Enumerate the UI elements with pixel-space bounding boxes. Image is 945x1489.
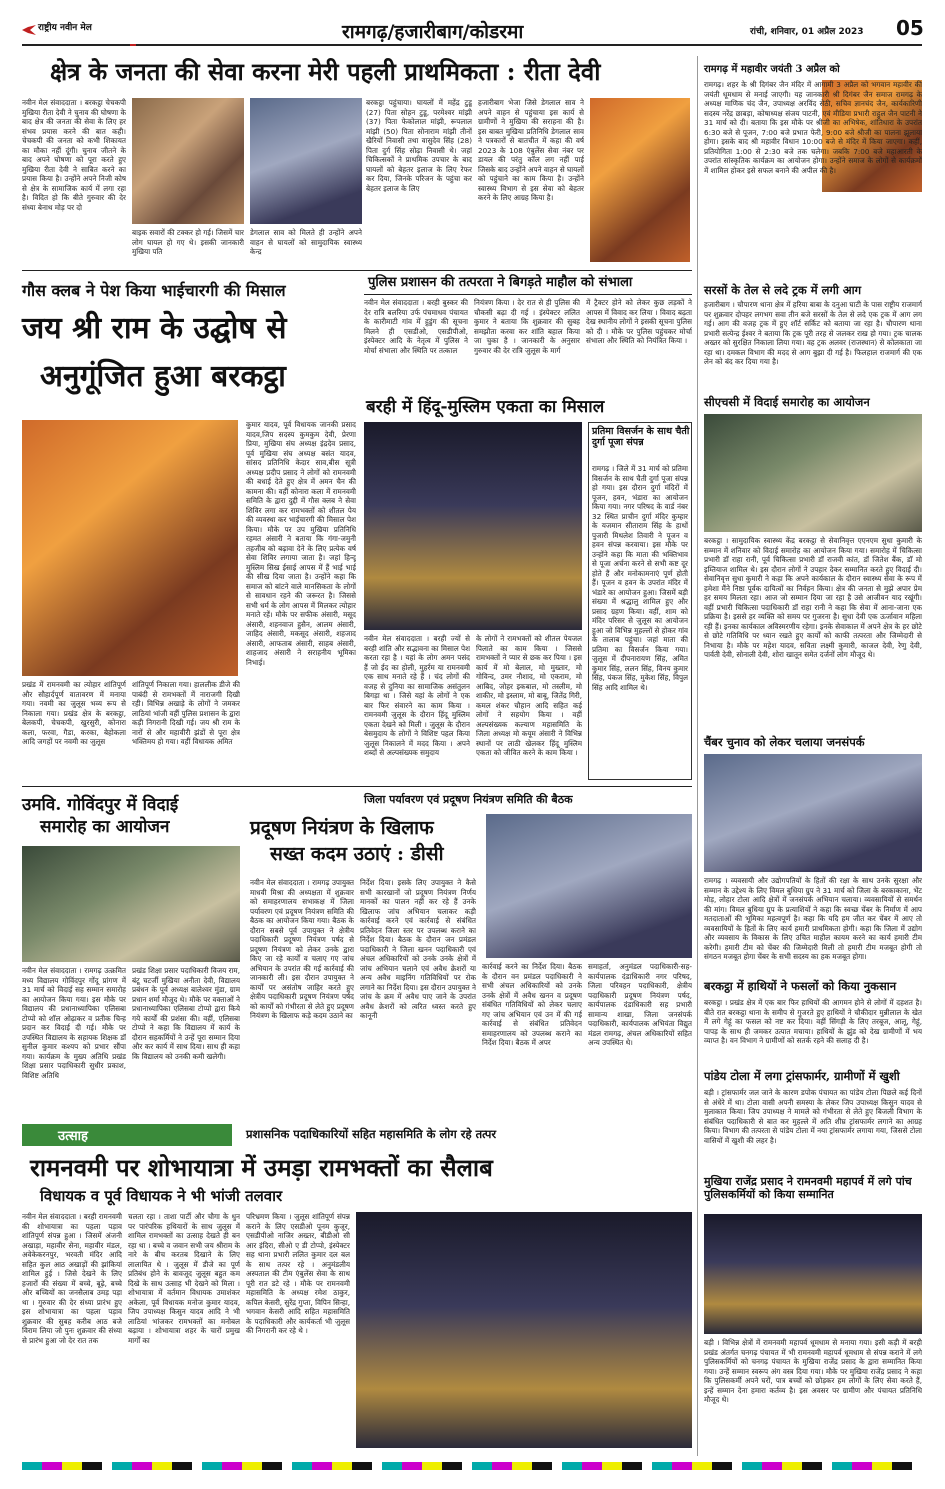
section-title: रामगढ़/हजारीबाग/कोडरमा [342,21,524,43]
dateline: रांची, शनिवार, 01 अप्रैल 2023 [750,27,864,37]
pradushan-col-4: समाहर्ता, अनुमंडल पदाधिकारी-सह-कार्यपालक दंडाधिकारी नगर परिषद, जिला परिवहन पदाधिकारी, क्षेत्रीय पदाधिकारी प्रदूषण नियंत्रण पर्षद, कार्यपालक दंडाधिकारी सह प्रभारी सामान्य शाखा, जिला जनसंपर्क पदाधिकारी, कार्यपालक अभियंता विद्युत मंडल रामगढ़, अंचल अधिकारियों सहित अन्य उपस्थित थे। [588,962,692,1047]
pradushan-col-1: नवीन मेल संवाददाता । रामगढ़ उपायुक्त माधवी मिश्रा की अध्यक्षता में शुक्रवार को समाहरणालय सभाकक्ष में जिला पर्यावरण एवं प्रदूषण नियंत्रण समिति की बैठक का आयोजन किया गया। बैठक के दौरान सबसे पूर्व उपायुक्त ने क्षेत्रीय पदाधिकारी प्रदूषण नियंत्रण पर्षद से प्रदूषण नियंत्रण को लेकर उनके द्वारा किए जा रहे कार्यों व चलाए गए जांच अभियान के उपरांत की गई कार्रवाई की जानकारी ली। इस दौरान उपायुक्त ने कार्यों पर असंतोष जाहिर करते हुए क्षेत्रीय पदाधिकारी प्रदूषण नियंत्रण पर्षद को कार्यों को गंभीरता से लेते हुए प्रदूषण नियंत्रण के खिलाफ कड़े कदम उठाने का [250,878,354,1020]
gaus-col-2: शांतिपूर्ण निकाला गया। हाललीक डीजे की पाबंदी से रामभक्तों में नाराजगी दिखी रही। विभिन्न अखाड़े के लोगों ने जमकर लाठियां भांजी वहीं पुलिस प्रशासन के द्वारा कड़ी निगरानी दिखी गई। जय श्री राम के नारों से और महावीरी झंडों से पूरा क्षेत्र भक्तिमय हो गया। वहीं विधायक अमित [132,680,240,746]
lead-col-4: हजारीबाग भेजा जिसे डेगलाल साव ने अपने वाहन से पहुंचाया इस कार्य से ग्रामीणों ने मुखिया की सराहना की है। इस बाबत मुखिया प्रतिनिधि डेगलाल साव ने पत्रकारों से बातचीत में कहा की वर्ष 2023 के 108 एंबुलेंस सेवा नंबर पर डायल की परंतु कॉल लग नहीं पाई जिसके बाद उन्होंने अपने वाहन से घायलों को पहुंचाने का काम किया है। उन्होंने स्वास्थ्य विभाग से इस सेवा को बेहतर करने के लिए आग्रह किया है। [478,98,584,202]
umavi-photo [22,846,240,962]
pradushan-col-2: निर्देश दिया। इसके लिए उपायुक्त ने कैसे सभी कारखानों जो प्रदूषण नियंत्रण निर्णय मानकों का पालन नहीं कर रहे हैं उनके खिलाफ जांच अभियान चलाकर कड़ी कार्रवाई करने एवं कार्रवाई से संबंधित प्रतिवेदन जिला स्तर पर उपलब्ध कराने का निर्देश दिया। बैठक के दौरान जन प्रमंडल पदाधिकारी ने जिला खनन पदाधिकारी एवं अंचल अधिकारियों को उनके उनके क्षेत्रों में जांच अभियान चलाने एवं अवैध क्रेशरों या अन्य अवैध माइनिंग गतिविधियों पर रोक लगाने का निर्देश दिया। इस दौरान उपायुक्त ने जांच के क्रम में अवैध पाए जाने के उपरांत अवैध क्रेशरों को त्वरित ध्वस्त करते हुए कानूनी [360,878,476,1020]
ekta-photo [364,422,582,630]
visarjan-headline: प्रतिमा विसर्जन के साथ चैती दुर्गा पूजा संपन्न [592,426,690,449]
utsah-col-1: नवीन मेल संवाददाता । बरही रामनवमी की शोभायात्रा का पहला पड़ाव शांतिपूर्ण संपन्न हुआ । जिसमें अंजनी अखाड़ा, महावीर सेना, महावीर मंडल, अवेकेकरनपुर, भरवती मंदिर आदि सहित कुल आठ अखाड़ों की झांकियां शामिल हुई । जिसे देखने के लिए हजारों की संख्या में बच्चे, बूढ़े, बच्चे और बच्चियों का जनसैलाब उमड़ पड़ा था । गुरुवार की देर संध्या प्रारंभ हुए इस शोभायात्रा का पहला पड़ाव शुक्रवार की सुबह करीब आठ बजे विराम लिया जो पुनः शुक्रवार की संध्या से प्रारंभ हुआ जो देर रात तक [22,1212,122,1345]
pradushan-col-3: कार्रवाई करने का निर्देश दिया। बैठक के दौरान वन प्रमंडल पदाधिकारी ने सभी अंचल अधिकारियों को उनके उनके क्षेत्रों में अवैध खनन व प्रदूषण संबंधित गतिविधियों को लेकर चलाए गए जांच अभियान एवं उन में की गई कार्रवाई से संबंधित प्रतिवेदन समाहरणालय को उपलब्ध कराने का निर्देश दिया। बैठक में अपर [482,962,582,1047]
utsah-photo [356,1212,692,1448]
gaus-headline-2: अनुगूंजित हुआ बरकट्ठा [40,359,286,394]
pradushan-photo [486,814,692,958]
police-col-2: नियंत्रण किया । देर रात से ही पुलिस की चौकसी बढ़ा दी गई । इंस्पेक्टर ललित कुमार ने बताया कि शुक्रवार की सुबह समझौता करवा कर शांति बहाल किया जा चुका है । जानकारी के अनुसार गुरुवार की देर रात्रि जुलूस के मार्ग [474,298,580,355]
umavi-headline-2: समारोह का आयोजन [40,817,170,837]
gaus-col-1: प्रखंड में रामनवमी का त्योहार शांतिपूर्ण और सौहार्दपूर्ण वातावरण में मनाया गया। नवमी का जुलूस भव्य रूप से निकाला गया। प्रखंड क्षेत्र के बरकट्ठा, बेलकपी, चेचकपी, खुरसुरी, कोनारा कला, फरवा, गैडा, करका, बेहोकला आदि जगहों पर नवमी का जुलूस [22,680,126,746]
police-rule [364,294,692,295]
police-headline: पुलिस प्रशासन की तत्परता ने बिगड़ते माहौल को संभाला [368,275,633,290]
lead-photo-2 [250,98,362,224]
sarson-body: हजारीबाग । चौपारण थाना क्षेत्र में हरिया बाबा के दनुआ घाटी के पास राष्ट्रीय राजमार्ग पर शुक्रवार दोपहर लगभग सवा तीन बजे सरसों के तेल से लदे एक ट्रक में आग लग गई। आग की वजह ट्रक में हुए शॉर्ट सर्किट को बताया जा रहा है। चौपारण थाना प्रभारी सत्येन्द्र ईश्वर ने बताया कि ट्रक पूरी तरह से जलकर राख हो गया। ट्रक चालक अख्तर को सुरक्षित निकाला लिया गया। वह ट्रक अलवर (राजस्थान) से कोलकाता जा रहा था। दमकल विभाग की मदद से आग बुझा दी गई है। फिलहाल राजमार्ग की एक लेन को बंद कर दिया गया है। [704,300,922,366]
cisf-photo [704,414,922,532]
mid-rule [22,786,692,787]
mukhiya-photo [704,1214,922,1334]
column-divider [697,56,698,1456]
utsah-col-2: चलता रहा । ताशा पार्टी और चौगा के धुन पर पारंपरिक हथियारों के साथ जुलूस में शामिल रामभक्तों का उत्साह देखते ही बन रहा था । बच्चे व जवान सभी जय श्रीराम के नारे के बीच करतब दिखाने के लिए लालायित थे । जुलूस में डीजे का पूर्ण प्रतिबंध होने के बावजूद जुलूस बहुत कम दिखे के साथ उत्साह भी देखने को मिला । शोभायात्रा में वर्तमान विधायक उमाशंकर अकेला, पूर्व विधायक मनोज कुमार यादव, जिप उपाध्यक्ष किसुन यादव आदि ने भी लाठियां भांजकर रामभक्तों का मनोबल बढ़ाया । शोभायात्रा शहर के चारों प्रमुख मार्गों का [128,1212,240,1345]
utsah-tag: उत्साह [58,1129,88,1144]
chamber-body: रामगढ़ । व्यवसायी और उद्योगपतियों के हितों की रक्षा के साथ उनके सुरक्षा और सम्मान के उद्देश्य के लिए विमल बुधिया ग्रुप ने 31 मार्च को जिला के बरकाकाना, भेंट मोड़, लोहार टोला आदि क्षेत्रों में जनसंपर्क अभियान चलाया। व्यवसायियों से समर्थन की मांग। विमल बुधिया ग्रुप के प्रत्याशियों ने कहा कि स्वच्छ चेंबर के निर्माण में आप मतदाताओं की भूमिका महत्वपूर्ण है। कहा कि यदि हम जीत कर चेंबर में आए तो व्यवसायियों के हितों के लिए कार्य हमारी प्राथमिकता होगी। कहा कि जिला में उद्योग और व्यवसाय के विकास के लिए उचित माहौल कायम करने का कार्य हमारी टीम करेगी। हमारी टीम को चेंबर की जिम्मेदारी मिली तो हमारी टीम मजबूत होगी तो संगठन मजबूत होगा चेंबर के सभी सदस्य का हक मजबूत होगा। [704,876,922,961]
mukhiya-body: बड़ी । विभिन्न क्षेत्रों में रामनवमी महापर्व धूमधाम से मनाया गया। इसी कड़ी में बरही प्रखंड अंतर्गत चनगढ़ पंचायत में भी रामनवमी महापर्व धूमधाम से संपन्न कराने में लगे पुलिसकर्मियों को चनगढ़ पंचायत के मुखिया राजेंद्र प्रसाद के द्वारा सम्मानित किया गया। उन्हें सम्मान स्वरूप अंग वस्त्र दिया गया। मौके पर मुखिया राजेंद्र प्रसाद ने कहा कि पुलिसकर्मी अपने घरों, पात्र बच्चों को छोड़कर हम लोगों के लिए सेवा करते हैं, इन्हें सम्मान देना हमारा कर्तव्य है। इस अवसर पर ग्रामीण और पंचायत प्रतिनिधि मौजूद थे। [704,1338,922,1404]
ekta-col-1: नवीन मेल संवाददाता । बरही ज्यों से बरही शांति और सद्भावना का मिसाल पेश करता रहा है । यहां के लोग अमन पसंद हैं जो ईद का होली, मुहर्रम या रामनवमी एक साथ मनाते रहे हैं । चंद लोगों की वजह से दुनिया का सामाजिक असंतुलन बिगड़ा था । जिसे यहां के लोगों ने एक बार फिर संवारने का काम किया । रामनवमी जुलूस के दौरान हिंदू मुस्लिम एकता देखने को मिली । जुलूस के दौरान बेसमुदाय के लोगों ने विशिष्ट पहल किया जुलूस निकालने में मदद किया । अपने शब्दों से अल्पसंख्यक समुदाय [364,634,470,757]
masthead-rule [22,44,922,46]
hathi-headline: बरकट्ठा में हाथियों ने फसलों को किया नुकसान [704,979,897,993]
pradushan-headline-2: सख्त कदम उठाएं : डीसी [270,843,444,865]
page-number: 05 [896,16,924,40]
utsah-headline: रामनवमी पर शोभायात्रा में उमड़ा रामभक्तों का सैलाब [30,1153,493,1182]
print-registration-bar [22,1462,922,1470]
pradushan-headline-1: प्रदूषण नियंत्रण के खिलाफ [250,817,434,839]
sarson-headline: सरसों के तेल से लदे ट्रक में लगी आग [704,283,862,297]
gaus-col-3: कुमार यादव, पूर्व विधायक जानकी प्रसाद यादव,जिप सदस्य कुमकुम देवी, प्रेरणा प्रिया, मुखिया संघ अध्यक्ष इंद्रदेव प्रसाद, पूर्व मुखिया संघ अध्यक्ष बसंत यादव, सांसद प्रतिनिधि केदार साव,बीस सूत्री अध्यक्ष प्रदीप प्रसाद ने लोगों को रामनवमी की बधाई देते हुए क्षेत्र में अमन चैन की कामना की। वहीं कोनारा कला में रामनवमी समिति के द्वारा दुद्दी में गौस क्लब ने सेवा शिविर लगा कर रामभक्तों को शीतल पेय की व्यवस्था कर भाईचारगी की मिसाल पेश किया। मौके पर उप मुखिया प्रतिनिधि रहमत अंसारी ने बताया कि गंगा-जमुनी तहजीब को बढ़ावा देने के लिए प्रत्येक वर्ष सेवा शिविर लगाया जाता है। जहां हिन्दू मुस्लिम सिख ईसाई आपस में हैं भाई भाई की सीख दिया जाता है। उन्होंने कहा कि समाज को बांटने वाले मानसिकता के लोगों से सावधान रहने की जरूरत है। जिससे सभी धर्म के लोग आपस में मिलकर त्योहार मनाते रहें। मौके पर सफीक अंसारी, मसूद अंसारी, शहनवाज हुसैन, आलम अंसारी, जाहिद अंसारी, मकसूद अंसारी, शहजाद अंसारी, आफताब अंसारी, साहब अंसारी, शाहजाद अंसारी ने सराहनीय भूमिका निभाई। [246,420,356,667]
mahavir-headline: रामगढ़ में महावीर जयंती 3 अप्रैल को [704,64,840,75]
umavi-col-2: प्रखंड शिक्षा प्रसार पदाधिकारी विजय राम, बंटू चटर्जी मुखिया अनीता देवी, विद्यालय प्रबंधन के पूर्व अध्यक्ष बालेश्वर मुंडा, ग्राम प्रधान शर्मा मौजूद थे। मौके पर वक्ताओं ने प्रधानाध्यापिका एलिसबा टोप्पो द्वारा किये गये कार्यों की प्रशंसा की। वहीं, एलिसबा टोप्पो ने कहा कि विद्यालय में कार्य के दौरान सहकर्मियों ने उन्हें पूरा सम्मान दिया और कर कार्य में साथ दिया। साथ ही कहा कि विद्यालय को उनकी कमी खलेगी। [132,966,240,1061]
utsah-col-3: परिभ्रमण किया । जुलूस शांतिपूर्ण संपन्न कराने के लिए एसडीओ पूनम कुजूर, एसडीपीओ नाजिर अख्तर, बीडीओ सी आर इंदिरा, सीओ ए डी टोप्पो, इंस्पेक्टर सह थाना प्रभारी ललित कुमार दल बल के साथ तत्पर रहे । अनुमंडलीय अस्पताल की टीम एंबुलेंस सेवा के साथ पूरी रात डटे रहे । मौके पर रामनवमी महासमिति के अध्यक्ष रमेश ठाकुर, कपिल केसरी, सुरेंद्र गुप्ता, विपिन सिन्हा, भगवान केसरी आदि सहित महासमिति के पदाधिकारी और कार्यकर्ता भी जुलूस की निगरानी कर रहे थे । [246,1212,350,1335]
hathi-body: बरकट्ठा । प्रखंड क्षेत्र में एक बार फिर हाथियों की आगमन होने से लोगों में दहशत है। बीते रात बरकट्ठा थाना के समीप से गुजरते हुए हाथियों ने चौकीदार मुन्नीलाल के खेत में लगे गेहूं का फसल को नष्ट कर दिया। वहीं सिंगड़ी के लिए तरबूज, आलू, गेहूं, पापड़ के साथ ही जमकर उत्पात मचाया। हाथियों के झुंड को देख ग्रामीणों में भय व्याप्त है। वन विभाग ने ग्रामीणों को सतर्क रहने की सलाह दी है। [704,998,922,1045]
umavi-headline-1: उमवि. गोविंदपुर में विदाई [22,795,179,815]
ekta-headline: बरही में हिंदू-मुस्लिम एकता का मिसाल [366,397,605,417]
umavi-col-1: नवीन मेल संवाददाता । रामगढ़ उत्क्रमित मध्य विद्यालय गोविंदपुर गोंदू प्रांगण में 31 मार्च को विदाई सह सम्मान समारोह का आयोजन किया गया। इस मौके पर विद्यालय की प्रधानाध्यापिका एलिसबा टोप्पो को शॉल ओढ़ाकर व प्रतीक चिन्ह प्रदान कर विदाई दी गई। मौके पर उपस्थित विद्यालय के सहायक शिक्षक डॉ सुनील कुमार कश्यप को प्रभार सौंपा गया। कार्यक्रम के मुख्य अतिथि प्रखंड शिक्षा प्रसार पदाधिकारी सुधीर प्रकाश, विशिष्ट अतिथि [22,966,126,1080]
masthead-rule-red [130,44,136,46]
utsah-subhead: विधायक व पूर्व विधायक ने भी भांजी तलवार [40,1187,283,1205]
chamber-headline: चैंबर चुनाव को लेकर चलाया जनसंपर्क [704,735,865,749]
pradushan-kicker: जिला पर्यावरण एवं प्रदूषण नियंत्रण समिति की बैठक [364,793,573,806]
bird-logo-icon [22,20,36,30]
police-col-1: नवीन मेल संवाददाता । बरही बुस्कर की देर रात्रि बलरिया उर्फ पंचमाधव पंचायत के कारीमाटी गांव में हुडुंग की सूचना मिलने ही एसडीओ, एसडीपीओ, इंस्पेक्टर आदि के नेतृत्व में पुलिस ने मोर्चा संभाला और स्थिति पर तत्काल [364,298,468,355]
lead-headline: क्षेत्र के जनता की सेवा करना मेरी पहली प्राथमिकता : रीता देवी [50,57,601,86]
chamber-photo [704,754,922,872]
lead-portrait [590,98,690,262]
gaus-headline-1: जय श्री राम के उद्घोष से [22,311,287,346]
ekta-col-2: के लोगों ने रामभक्तों को शीतल पेयजल पिलाते का काम किया । जिससे रामभक्तों ने प्यार से छक कर पिया । इस कार्य में मो बेलाल, मो मुख्तार, मो गोविन्द, उमर नौशाद, मो एकराम, मो आबिद, जोहर इकबाल, मो तस्लीम, मो शाकीर, मो इस्लाम, मो बाबू, जितेंद्र गिरी, कमल शंकर चौहान आदि सहित कई लोगों ने सहयोग किया । वहीं अल्पसंख्यक कल्याण महासमिति के जिला अध्यक्ष मो कयूम अंसारी ने विभिन्न स्थानों पर लाठी खेलकर हिंदू मुस्लिम एकता को जीवित करने के काम किया । [476,634,582,757]
lead-caption-2: डेगलाल साव को मिलते ही उन्होंने अपने वाहन से घायलों को सामुदायिक स्वास्थ्य केन्द्र [250,228,362,256]
lead-col-3: बरकट्ठा पहुंचाया। घायलों में महेंद्र टुडू (27) पिता सोहन टुडू, परमेश्वर मांझी (37) पिता फेकोलाल मांझी, रूपलाल मांझी (50) पिता सोनाराम मांझी तीनों खैरियों निवासी तथा वासुदेव सिंह (28) पिता दुर्ग सिंह सोढ़ा निवासी थे। जहां चिकित्सकों ने प्राथमिक उपचार के बाद घायलों को बेहतर इलाज के लिए रेफर कर दिया, जिनके परिजन के पहुंचा कर बेहतर इलाज के लिए [366,98,472,193]
lead-col-1: नवीन मेल संवाददाता । बरकट्ठा चेचकपी मुखिया रीता देवी ने चुनाव की घोषणा के बाद क्षेत्र की जनता की सेवा के लिए हर संभव प्रयास करने की बात कही। चेचकपी की जनता को कभी शिकायत का मौका नहीं दूंगी। चुनाव जीतने के बाद अपने घोषणा को पूरा करते हुए मुखिया रीता देवी ने साबित करने का प्रयास किया है। उन्होंने अपने निजी कोष से क्षेत्र के सामाजिक कार्य में लगा रहा है। विदित हो कि बीते गुरुवार की देर संध्या बेनाथ मोड़ पर दो [22,98,126,212]
lead-caption-1: बाइक सवारों की टक्कर हो गई। जिसमें चार लोग घायल हो गए थे। इसकी जानकारी मुखिया पति [132,228,244,256]
newspaper-logo: राष्ट्रीय नवीन मेल [38,23,92,33]
pandey-body: बड़ी । ट्रांसफार्मर जल जाने के कारण डपोक पंचायत का पांडेय टोला पिछले कई दिनों से अंधेरे में था। टोला वासी अपनी समस्या के लेकर जिप उपाध्यक्ष किसुन यादव से मुलाकात किया। जिप उपाध्यक्ष ने मामले को गंभीरता से लेते हुए बिजली विभाग के संबंधित पदाधिकारी से बात कर मुहल्ले में अति शीघ्र ट्रांसफार्मर लगाने का आग्रह किया। विभाग की तत्परता से पांडेय टोला में नया ट्रांसफार्मर लगाया गया, जिससे टोला वासियों में खुशी की लहर है। [704,1088,922,1145]
mahavir-body: रामगढ़। शहर के श्री दिगंबर जैन मंदिर में आगामी 3 अप्रैल को भगवान महावीर की जयंती धूमधाम से मनाई जाएगी। यह जानकारी श्री दिगंबर जैन समाज रामगढ़ के अध्यक्ष माणिक चंद जैन, उपाध्यक्ष अरविंद सेठी, सचिव ज्ञानचंद जैन, कार्यकारिणी सदस्य नरेंद्र छाबड़ा, कोषाध्यक्ष संजय पाटनी, एवं मीडिया प्रभारी राहुल जैन पाटनी ने 31 मार्च को दी। बताया कि इस मौके पर श्रीजी का अभिषेक, शांतिधारा के उपरांत 6:30 बजे से पूजन, 7:00 बजे प्रभात फेरी, 9:00 बजे श्रीजी का पालना झूलाया होगा। इसके बाद श्री महावीर विधान 10:00 बजे से मंदिर में किया जाएगा। कहीं, प्रतियोगिता 1:00 से 2:30 बजे तक चलेगा। जबकि 7:00 बजे महाआरती के उपरांत सांस्कृतिक कार्यक्रम का आयोजन होगा। उन्होंने समाज के लोगों से कार्यक्रमों में शामिल होकर इसे सफल बनाने की अपील की है। [704,80,922,175]
gaus-photo [22,420,238,676]
police-col-3: में ट्रैक्टर होने को लेकर कुछ लड़कों ने आपस में विवाद कर लिया । विवाद बढ़ता देख स्थानीय लोगों ने इसकी सूचना पुलिस को दी । मौके पर पुलिस पहुंचकर मोर्चा संभाला और स्थिति को नियंत्रित किया । [586,298,692,345]
visarjan-body: रामगढ़ । जिले में 31 मार्च को प्रतिमा विसर्जन के साथ चैती दुर्गा पूजा संपन्न हो गया। इस दौरान दुर्गा मंदिरों में पूजन, हवन, भंडारा का आयोजन किया गया। नगर परिषद के वार्ड नंबर 32 स्थित प्राचीन दुर्गा मंदिर कुम्हार के यजमान सीताराम सिंह के हाथों पुजारी मिथलेश तिवारी ने पूजन व हवन संपन्न करवाया। इस मौके पर उन्होंने कहा कि माता की भक्तिभाव से पूजा अर्चना करने से सभी कष्ट दूर होते हैं और मनोकामनाएं पूर्ण होती हैं। पूजन व हवन के उपरांत मंदिर में भंडारे का आयोजन हुआ। जिसमें बड़ी संख्या में श्रद्धालु शामिल हुए और प्रसाद ग्रहण किया। वहीं, शाम को मंदिर परिसर से जुलूस का आयोजन हुआ जो विभिन्न मुहल्लों से होकर गांव के तालाब पहुंचा। जहां माता की प्रतिमा का विसर्जन किया गया। जुलूस में दीपनारायण सिंह, अमित कुमार सिंह, ललन सिंह, विनय कुमार सिंह, पंकज सिंह, मुकेश सिंह, विपुल सिंह आदि शामिल थे। [592,464,688,692]
masthead [22,14,922,44]
lead-bottom-rule [22,270,692,271]
utsah-kicker: प्रशासनिक पदाधिकारियों सहित महासमिति के लोग रहे तत्पर [246,1127,497,1141]
gaus-kicker: गौस क्लब ने पेश किया भाईचारगी की मिसाल [22,281,286,300]
utsah-tag-bg [22,1124,232,1146]
mukhiya-headline: मुखिया राजेंद्र प्रसाद ने रामनवमी महापर्व में लगे पांच पुलिसकर्मियों को किया सम्मानित [704,1175,912,1201]
pandey-headline: पांडेय टोला में लगा ट्रांसफार्मर, ग्रामीणों में खुशी [704,1069,900,1083]
cisf-headline: सीएचसी में विदाई समारोह का आयोजन [704,395,870,409]
cisf-body: बरकट्ठा । सामुदायिक स्वास्थ्य केंद्र बरकट्ठा से सेवानिवृत्त एएनएम सुधा कुमारी के सम्मान में शनिवार को विदाई समारोह का आयोजन किया गया। समारोह में चिकित्सा प्रभारी डॉ राहा रानी, पूर्व चिकित्सा प्रभारी डॉ राजवी कांत, डॉ जितेश बैंक, डॉ मो इम्तियाज शामिल थे। इस दौरान लोगों ने उपहार देकर सम्मानित करते हुए विदाई दी। सेवानिवृत्त सुधा कुमारी ने कहा कि अपने कार्यकाल के दौरान स्वास्थ्य सेवा के रूप में हमेशा मैंने निष्ठा पूर्वक दायित्वों का निर्वहन किया। क्षेत्र की जनता से मुझे अपार प्रेम हर समय मिलता रहा। आज जो सम्मान दिया जा रहा है उसे आजीवन याद रखूंगी। वहीं प्रभारी चिकित्सा पदाधिकारी डॉ राहा रानी ने कहा कि सेवा में आना-जाना एक प्रक्रिया है। इससे हर व्यक्ति को समय पर गुजरना है। सुधा देवी एक ऊर्जावान महिला रही हैं। इनका कार्यकाल अविस्मरणीय रहेगा। इनके सेवाकाल में अपने क्षेत्र के हर छोटे से छोटे गतिविधि पर ध्यान रखते हुए कार्यों को काफी तत्परता और जिम्मेदारी से निभाया है। मौके पर महेश यादव, सविता लक्ष्मी कुमारी, काजल देवी, रेणु देवी, पार्वती देवी, सोनाली देवी, शोरा खातून समेत दर्जनों लोग मौजूद थे। [704,536,922,659]
lead-photo-1 [132,98,244,224]
